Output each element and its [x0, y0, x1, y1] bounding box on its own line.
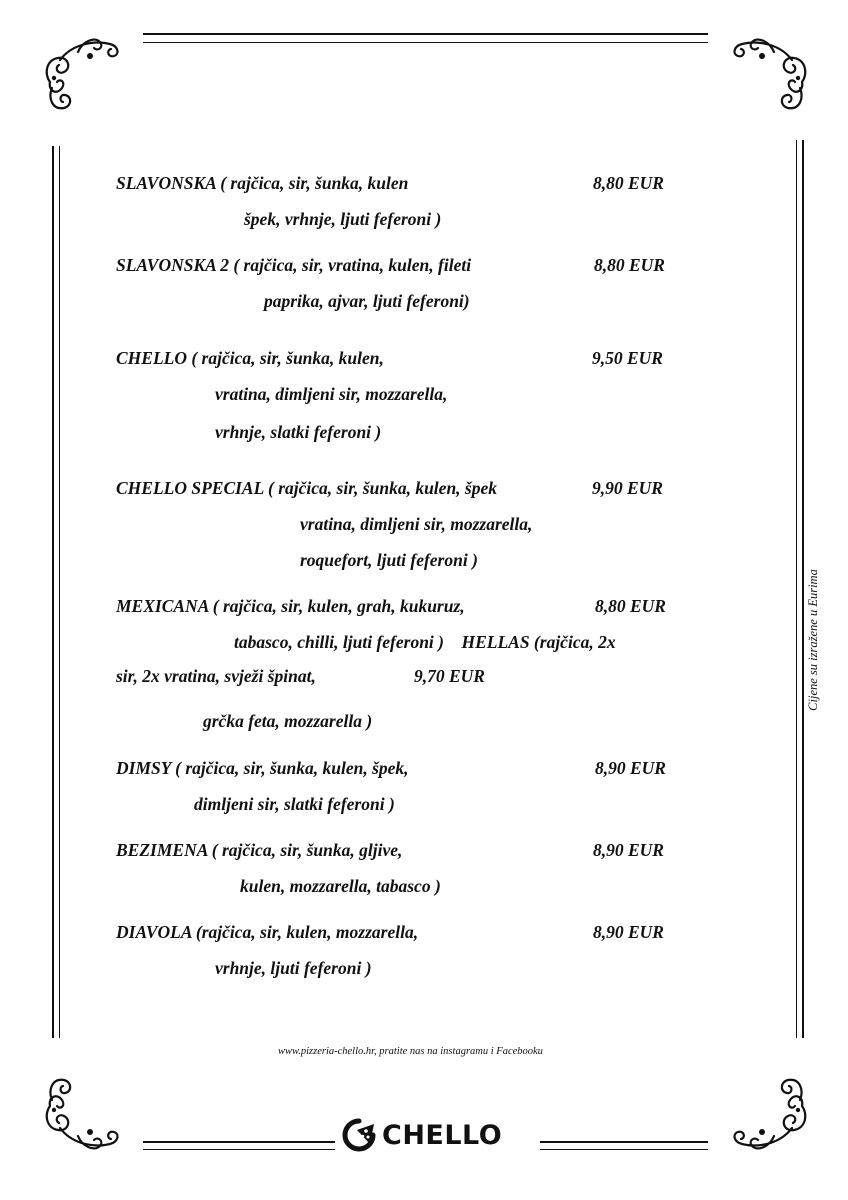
top-divider-rule [143, 33, 708, 43]
brand-logo [340, 1118, 502, 1152]
bottom-left-divider-rule [143, 1141, 335, 1150]
brand-logo-text: CHELLO [382, 1119, 503, 1151]
flourish-ornament-icon [724, 30, 814, 120]
menu-item-name: DIMSY ( rajčica, sir, šunka, kulen, špek, [116, 758, 409, 778]
menu-item-ingredients: paprika, ajvar, ljuti feferoni) [264, 291, 470, 311]
flourish-ornament-icon [724, 1068, 814, 1158]
menu-item-price: 9,50 EUR [592, 348, 663, 368]
bottom-right-divider-rule [540, 1141, 708, 1150]
menu-item-price: 8,80 EUR [595, 596, 666, 616]
menu-item-name: SLAVONSKA 2 ( rajčica, sir, vratina, kulen, fileti [116, 255, 472, 275]
menu-item-price: 8,80 EUR [593, 173, 664, 193]
menu-item-ingredients: roquefort, ljuti feferoni ) [300, 550, 478, 570]
menu-item-ingredients: vratina, dimljeni sir, mozzarella, [300, 514, 533, 534]
menu-item-price: 8,80 EUR [594, 255, 665, 275]
menu-item-price: 8,90 EUR [593, 922, 664, 942]
menu-item-ingredients: sir, 2x vratina, svježi špinat, [116, 666, 316, 686]
menu-item-name: DIAVOLA (rajčica, sir, kulen, mozzarella, [116, 922, 419, 942]
menu-item-name: MEXICANA ( rajčica, sir, kulen, grah, kukuruz, [116, 596, 465, 616]
left-border-rule [52, 146, 60, 1038]
menu-item-ingredients: vrhnje, slatki feferoni ) [215, 422, 382, 442]
menu-item-price: 9,70 EUR [414, 666, 485, 686]
flourish-ornament-icon [38, 1068, 128, 1158]
menu-item-name: BEZIMENA ( rajčica, sir, šunka, gljive, [116, 840, 403, 860]
menu-item-ingredients: vratina, dimljeni sir, mozzarella, [215, 384, 448, 404]
right-border-rule [796, 140, 804, 1038]
menu-item-ingredients: kulen, mozzarella, tabasco ) [240, 876, 441, 896]
menu-item-price: 9,90 EUR [592, 478, 663, 498]
menu-item-name: CHELLO ( rajčica, sir, šunka, kulen, [116, 348, 384, 368]
menu-item-ingredients: špek, vrhnje, ljuti feferoni ) [244, 209, 442, 229]
menu-item-price: 8,90 EUR [593, 840, 664, 860]
menu-item-ingredients: dimljeni sir, slatki feferoni ) [194, 794, 395, 814]
pizza-slice-logo-icon [340, 1118, 378, 1152]
price-currency-note: Cijene su izražene u Eurima [805, 569, 820, 711]
menu-item-price: 8,90 EUR [595, 758, 666, 778]
flourish-ornament-icon [38, 30, 128, 120]
menu-item-ingredients: vrhnje, ljuti feferoni ) [215, 958, 372, 978]
menu-item-name: SLAVONSKA ( rajčica, sir, šunka, kulen [116, 173, 409, 193]
menu-item-ingredients: grčka feta, mozzarella ) [203, 711, 373, 731]
menu-item-name: CHELLO SPECIAL ( rajčica, sir, šunka, kulen, špek [116, 478, 498, 498]
menu-item-ingredients: tabasco, chilli, ljuti feferoni ) HELLAS (rajčica, 2x [234, 632, 616, 652]
footer-website-text: www.pizzeria-chello.hr, pratite nas na instagramu i Facebooku [278, 1046, 543, 1057]
